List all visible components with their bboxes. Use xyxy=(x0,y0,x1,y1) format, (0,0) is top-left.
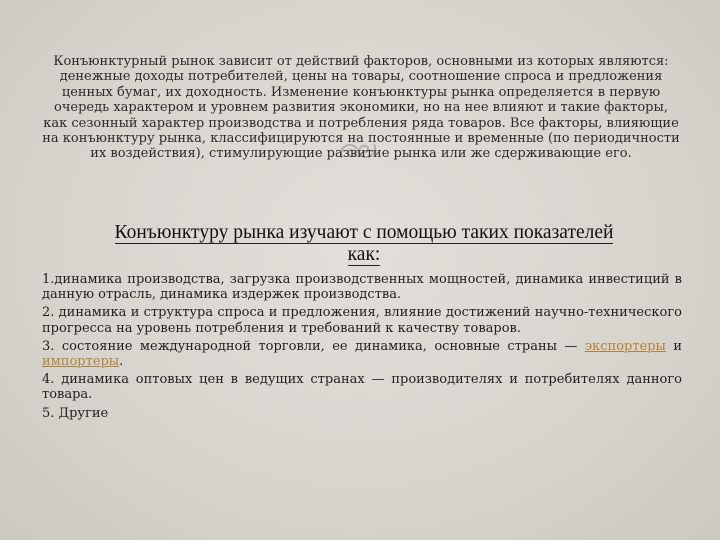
importers-link[interactable]: импортеры xyxy=(42,354,120,370)
intro-paragraph: Конъюнктурный рынок зависит от действий факторов, основными из которых являются: денежные доходы потребителей, цены на товары, соотношение спроса и предложения ценных бумаг, их доходность. Изменение конъюнктуры рынка определяется в первую очередь характером и уровнем развития экономики, но на нее влияют и такие факторы, как сезонный характер производства и потребления ряда товаров. Все факторы, влияющие на конъюнктуру рынка, классифицируются на постоянные и временные (по периодичности их воздействия), стимулирующие развитие рынка или же сдерживающие его. xyxy=(42,54,680,162)
list-item-3-text: 3. состояние международной торговли, ее динамика, основные страны — xyxy=(42,338,578,354)
section-heading xyxy=(40,222,688,266)
list-item: 5. Другие xyxy=(42,405,109,421)
section-heading-line2: как: xyxy=(347,244,381,265)
list-item: 1.динамика производства, загрузка производственных мощностей, динамика инвестиций в данную отрасль, динамика издержек производства. xyxy=(42,272,682,303)
list-item-3-end: . xyxy=(119,354,124,370)
list-item: 4. динамика оптовых цен в ведущих странах — производителях и потребителях данного товара. xyxy=(42,372,682,403)
indicator-list xyxy=(42,272,682,424)
section-heading-line1: Конъюнктуру рынка изучают с помощью таких показателей xyxy=(114,222,614,243)
list-item-3-and: и xyxy=(665,338,682,354)
list-item: 2. динамика и структура спроса и предложения, влияние достижений научно-технического прогресса на уровень потребления и требований к качеству товаров. xyxy=(42,305,682,336)
exporters-link[interactable]: экспортеры xyxy=(584,338,666,354)
list-item-3 xyxy=(42,339,682,369)
